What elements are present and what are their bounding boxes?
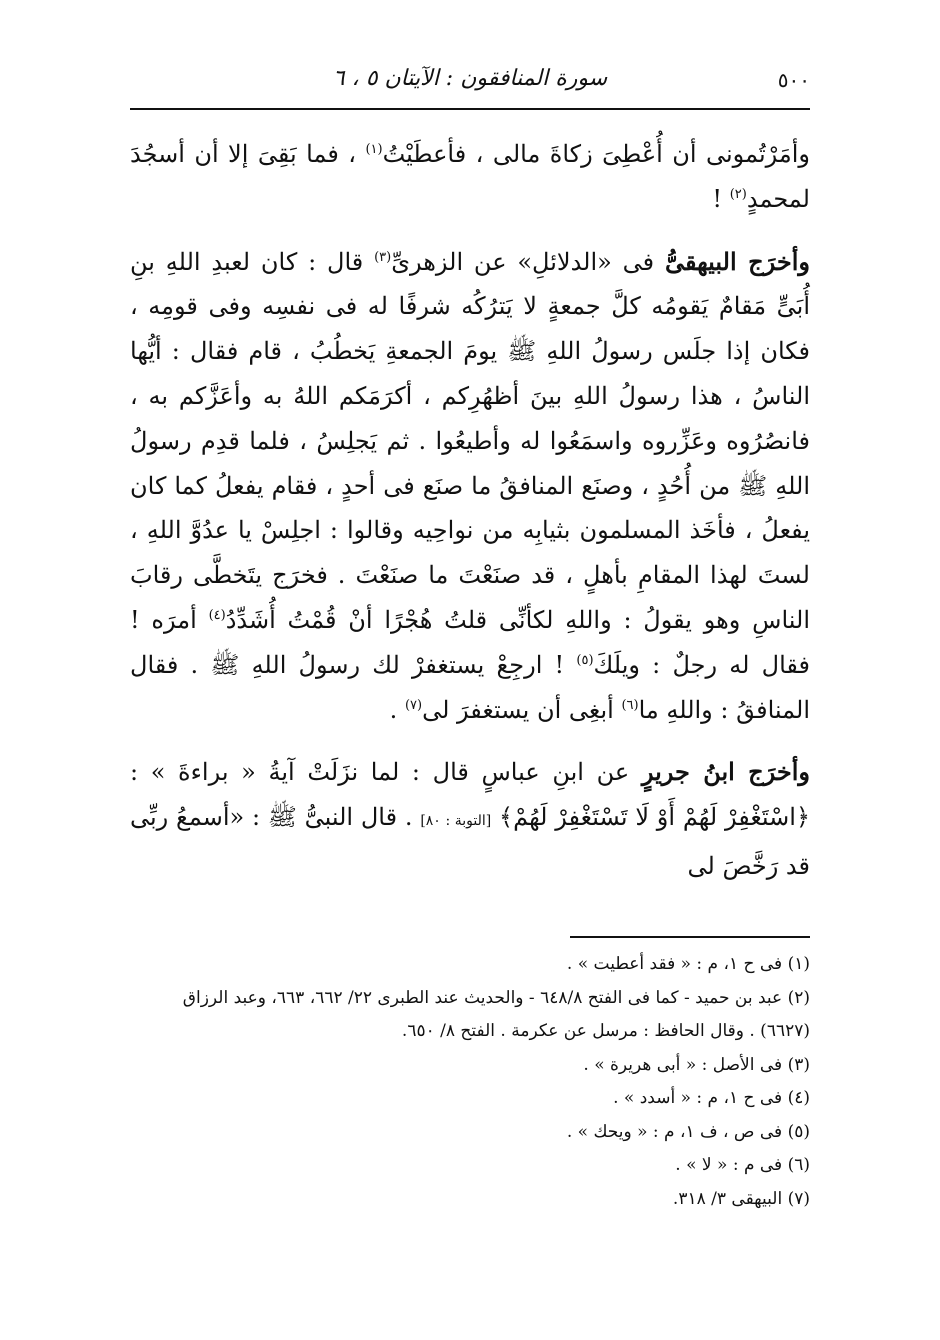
text-span: فى «الدلائلِ» عن الزهرىِّ xyxy=(391,247,665,276)
paragraph-lead: وأخرَج ابنُ جريرٍ xyxy=(641,757,811,787)
main-text xyxy=(130,132,810,889)
text-span: . xyxy=(389,695,405,724)
text-span: أمرَه ! فقال له رجلٌ : ويلَكَ xyxy=(130,605,810,679)
page-number: ٥٠٠ xyxy=(777,68,810,92)
text-span: عن ابنِ عباسٍ قال : لما نزَلَتْ آيةُ « براءةَ » : ﴿اسْتَغْفِرْ لَهُمْ أَوْ لَا تَسْتَغْفِرْ لَهُمْ﴾ xyxy=(130,758,811,832)
footnote-2: (٢) عبد بن حميد - كما فى الفتح ٦٤٨/٨ - والحديث عند الطبرى ٢٢/ ٦٦٢، ٦٦٣، وعبد الرزاق (٦٦٢٧) . وقال الحافظ : مرسل عن عكرمة . الفتح ٨/ ٦٥٠. xyxy=(182,987,810,1041)
footnote-ref: (٦) xyxy=(621,697,639,713)
footnote-divider xyxy=(570,936,810,938)
footnote-7: (٧) البيهقى ٣/ ٣١٨. xyxy=(672,1188,810,1209)
paragraph-3 xyxy=(130,750,810,888)
header-divider xyxy=(130,108,810,110)
footnote-ref: (٥) xyxy=(576,652,594,668)
paragraph-2 xyxy=(130,240,810,733)
paragraph-lead: وأخرَج البيهقىُّ xyxy=(664,246,810,276)
text-span: وأمَرْتُمونى أن أُعْطِىَ زكاةَ مالى ، فأعطَيْتُ xyxy=(382,140,810,168)
text-span: ، فما بَقِىَ إلا أن أسجُدَ لمحمدٍ xyxy=(130,140,810,213)
text-span: قال : كان لعبدِ اللهِ بنِ أُبَىٍّ مَقامٌ يَقومُه كلَّ جمعةٍ لا يَترُكُه شرفًا له فى نفسِه وفى قومِه ، فكان إذا جلَس رسولُ اللهِ ﷺ يومَ الجمعةِ يَخطُبُ ، قام فقال : أيُّها الناسُ ، هذا رسولُ اللهِ بينَ أظهُرِكم ، أكرَمَكم اللهُ به وأعَزَّكم به ، فانصُرُوه وعَزِّروه واسمَعُوا له وأطيعُوا . ثم يَجلِسُ ، فلما قدِم رسولُ اللهِ ﷺ من أُحُدٍ ، وصنَع المنافقُ ما صنَع فى أحدٍ ، فقام يفعلُ كما كان يفعلُ ، فأخَذ المسلمون بثيابِه من نواحِيه وقالوا : اجلِسْ يا عدُوَّ اللهِ ، لستَ لهذا المقامِ بأهلٍ ، قد صنَعْتَ ما صنَعْتَ . فخرَج يتَخطَّى رقابَ الناسِ وهو يقولُ : واللهِ لكأنِّى قلتُ هُجْرًا أنْ قُمْتُ أُشَدِّدُ xyxy=(130,247,811,634)
footnote-ref: (١) xyxy=(365,142,383,157)
footnote-1: (١) فى ح ١، م : « فقد أعطيت » . xyxy=(566,954,810,974)
paragraph-1 xyxy=(130,132,810,222)
footnotes xyxy=(130,948,810,1216)
footnote-ref: (٣) xyxy=(374,249,392,265)
footnote-ref: (٧) xyxy=(404,697,423,713)
footnote-ref: (٤) xyxy=(208,607,226,623)
text-span: ! ارجِعْ يستغفرْ لك رسولُ اللهِ ﷺ . فقال المنافقُ : واللهِ ما xyxy=(130,650,810,724)
running-title: سورة المنافقون : الآيتان ٥ ، ٦ xyxy=(332,66,608,91)
footnote-3: (٣) فى الأصل : « أبى هريرة » . xyxy=(583,1054,810,1075)
text-span: ! xyxy=(712,184,730,213)
text-span: . قال النبىُّ ﷺ : «أسمعُ ربِّى قد رَخَّصَ لى xyxy=(130,803,810,880)
footnote-4: (٤) فى ح ١، م : « أسدد » . xyxy=(613,1088,810,1108)
footnote-ref: (٢) xyxy=(729,186,747,202)
verse-reference: [التوبة : ٨٠] xyxy=(420,813,492,830)
text-span: أبغِى أن يستغفرَ لى xyxy=(422,695,622,724)
footnote-6: (٦) فى م : « لا » . xyxy=(675,1155,810,1175)
page-header xyxy=(130,60,810,104)
footnote-5: (٥) فى ص ، ف ١، م : « ويحك » . xyxy=(566,1121,810,1142)
